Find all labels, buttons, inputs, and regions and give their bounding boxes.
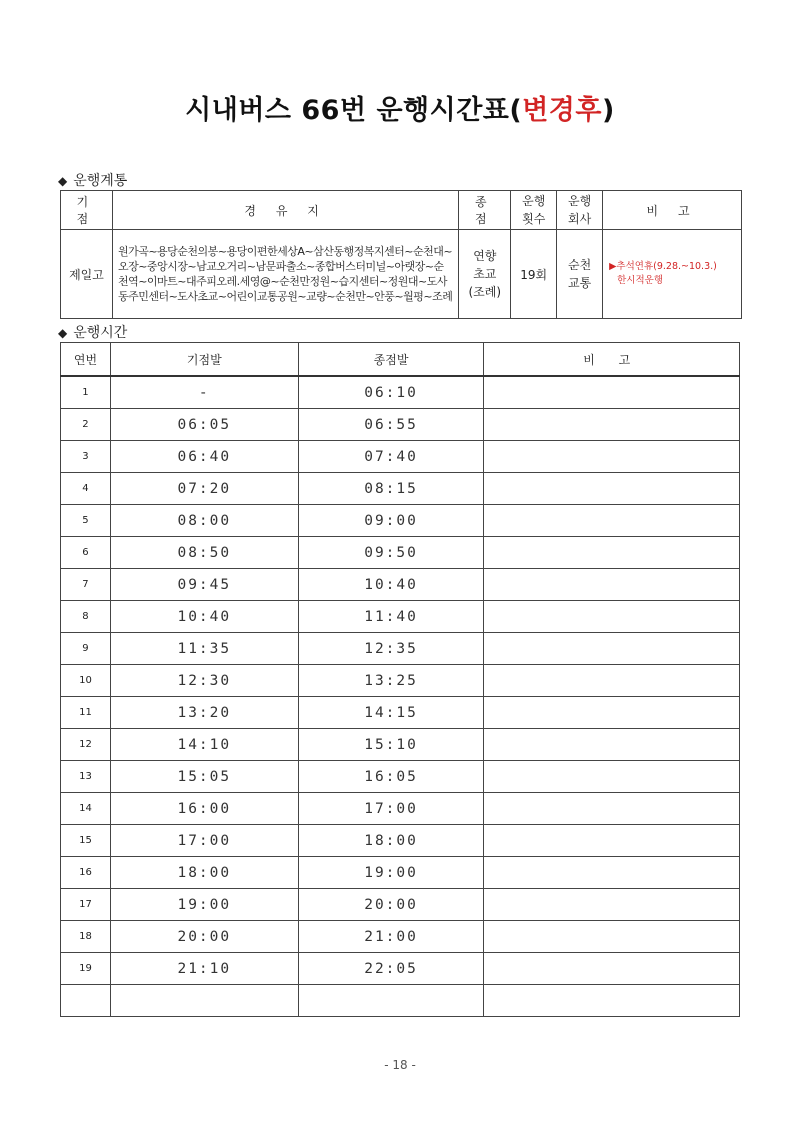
schedule-arrive-cell: 06:10 — [298, 376, 484, 409]
route-end-l2: 초교 — [473, 267, 497, 281]
title-paren-close: ) — [601, 95, 615, 126]
schedule-no-cell: 19 — [61, 953, 111, 985]
schedule-note-cell — [484, 665, 740, 697]
schedule-no-cell: 9 — [61, 633, 111, 665]
schedule-note-cell — [484, 409, 740, 441]
route-header-end: 종 점 — [459, 191, 511, 230]
route-header-trips-l2: 횟수 — [522, 212, 546, 226]
table-row — [61, 921, 740, 953]
table-row — [61, 889, 740, 921]
route-header-trips-l1: 운행 — [522, 194, 546, 208]
route-header-company-l1: 운행 — [568, 194, 592, 208]
table-row — [61, 857, 740, 889]
schedule-no-cell: 18 — [61, 921, 111, 953]
table-row — [61, 793, 740, 825]
route-via: 원가곡~용당순천의봉~용당이편한세상A~삼산동행정복지센터~순천대~오장~중앙시장~남교오거리~남문파출소~종합버스터미널~아랫장~순천역~이마트~대주피오레.세영@~순천만정원~습지센터~정원대~도사동주민센터~도사초교~어린이교통공원~교량~순천만~안풍~월평~조례 — [112, 230, 458, 319]
table-row — [61, 761, 740, 793]
schedule-no-cell: 14 — [61, 793, 111, 825]
schedule-no-cell: 2 — [61, 409, 111, 441]
route-end — [459, 230, 511, 319]
schedule-depart-cell: 09:45 — [110, 569, 298, 601]
schedule-arrive-cell: 14:15 — [298, 697, 484, 729]
schedule-note-cell — [484, 537, 740, 569]
route-note — [603, 230, 742, 319]
table-row — [61, 569, 740, 601]
schedule-depart-cell: 08:50 — [110, 537, 298, 569]
schedule-header-row — [61, 343, 740, 377]
table-row — [61, 409, 740, 441]
schedule-note-cell — [484, 376, 740, 409]
route-header-via: 경 유 지 — [112, 191, 458, 230]
schedule-note-cell — [484, 633, 740, 665]
schedule-depart-cell: - — [110, 376, 298, 409]
schedule-no-cell: 5 — [61, 505, 111, 537]
schedule-table — [60, 342, 740, 1017]
schedule-no-cell: 4 — [61, 473, 111, 505]
diamond-bullet-icon: ◆ — [58, 326, 68, 340]
schedule-note-cell — [484, 569, 740, 601]
table-row — [61, 633, 740, 665]
schedule-arrive-cell: 10:40 — [298, 569, 484, 601]
schedule-no-cell: 15 — [61, 825, 111, 857]
schedule-section-label — [58, 322, 127, 342]
schedule-no-cell: 13 — [61, 761, 111, 793]
schedule-arrive-cell: 06:55 — [298, 409, 484, 441]
route-trips: 19회 — [511, 230, 557, 319]
schedule-note-cell — [484, 953, 740, 985]
schedule-arrive-cell: 15:10 — [298, 729, 484, 761]
schedule-no-cell: 17 — [61, 889, 111, 921]
schedule-no-cell: 6 — [61, 537, 111, 569]
schedule-depart-cell: 10:40 — [110, 601, 298, 633]
route-company — [557, 230, 603, 319]
route-start: 제일고 — [61, 230, 113, 319]
route-header-company — [557, 191, 603, 230]
schedule-header-depart: 기점발 — [110, 343, 298, 377]
schedule-no-cell: 8 — [61, 601, 111, 633]
schedule-depart-cell: 13:20 — [110, 697, 298, 729]
schedule-note-cell — [484, 921, 740, 953]
page-title — [0, 88, 800, 127]
schedule-arrive-cell — [298, 985, 484, 1017]
schedule-depart-cell: 19:00 — [110, 889, 298, 921]
schedule-note-cell — [484, 697, 740, 729]
schedule-depart-cell: 06:05 — [110, 409, 298, 441]
schedule-depart-cell: 07:20 — [110, 473, 298, 505]
route-header-row — [61, 191, 742, 230]
page-number: - 18 - — [384, 1058, 416, 1072]
route-table — [60, 190, 742, 319]
schedule-arrive-cell: 08:15 — [298, 473, 484, 505]
route-company-l1: 순천 — [568, 258, 592, 272]
schedule-depart-cell: 20:00 — [110, 921, 298, 953]
route-company-l2: 교통 — [568, 276, 592, 290]
schedule-depart-cell: 11:35 — [110, 633, 298, 665]
schedule-note-cell — [484, 793, 740, 825]
schedule-depart-cell: 15:05 — [110, 761, 298, 793]
schedule-note-cell — [484, 601, 740, 633]
table-row — [61, 601, 740, 633]
schedule-depart-cell: 06:40 — [110, 441, 298, 473]
schedule-header-note: 비 고 — [484, 343, 740, 377]
route-row — [61, 230, 742, 319]
schedule-depart-cell: 17:00 — [110, 825, 298, 857]
schedule-arrive-cell: 19:00 — [298, 857, 484, 889]
schedule-depart-cell: 21:10 — [110, 953, 298, 985]
table-row — [61, 665, 740, 697]
table-row — [61, 729, 740, 761]
table-row — [61, 825, 740, 857]
table-row — [61, 985, 740, 1017]
table-row — [61, 953, 740, 985]
schedule-arrive-cell: 22:05 — [298, 953, 484, 985]
route-header-start: 기 점 — [61, 191, 113, 230]
diamond-bullet-icon: ◆ — [58, 174, 68, 188]
schedule-no-cell: 16 — [61, 857, 111, 889]
schedule-depart-cell: 12:30 — [110, 665, 298, 697]
route-section-label — [58, 170, 127, 190]
title-paren-open: ( — [509, 95, 523, 126]
title-main: 시내버스 66번 운행시간표 — [185, 95, 510, 126]
table-row — [61, 473, 740, 505]
schedule-depart-cell — [110, 985, 298, 1017]
route-section-text: 운행계통 — [73, 173, 128, 189]
schedule-no-cell: 7 — [61, 569, 111, 601]
table-row — [61, 697, 740, 729]
schedule-no-cell: 3 — [61, 441, 111, 473]
title-highlight: 변경후 — [522, 95, 602, 126]
schedule-note-cell — [484, 473, 740, 505]
schedule-note-cell — [484, 857, 740, 889]
schedule-note-cell — [484, 441, 740, 473]
schedule-no-cell — [61, 985, 111, 1017]
schedule-note-cell — [484, 825, 740, 857]
schedule-arrive-cell: 16:05 — [298, 761, 484, 793]
schedule-note-cell — [484, 985, 740, 1017]
schedule-arrive-cell: 09:50 — [298, 537, 484, 569]
schedule-no-cell: 12 — [61, 729, 111, 761]
table-row — [61, 441, 740, 473]
schedule-header-arrive: 종점발 — [298, 343, 484, 377]
table-row — [61, 537, 740, 569]
schedule-no-cell: 10 — [61, 665, 111, 697]
route-header-trips — [511, 191, 557, 230]
schedule-note-cell — [484, 761, 740, 793]
schedule-depart-cell: 16:00 — [110, 793, 298, 825]
route-note-l1: ▶추석연휴(9.28.~10.3.) — [609, 261, 717, 272]
schedule-note-cell — [484, 889, 740, 921]
schedule-depart-cell: 14:10 — [110, 729, 298, 761]
schedule-section-text: 운행시간 — [73, 325, 128, 341]
schedule-arrive-cell: 09:00 — [298, 505, 484, 537]
route-note-l2: 한시적운행 — [617, 275, 663, 286]
schedule-arrive-cell: 07:40 — [298, 441, 484, 473]
route-end-l1: 연향 — [473, 249, 497, 263]
schedule-no-cell: 11 — [61, 697, 111, 729]
route-header-company-l2: 회사 — [568, 212, 592, 226]
table-row — [61, 505, 740, 537]
table-row — [61, 376, 740, 409]
schedule-note-cell — [484, 505, 740, 537]
schedule-arrive-cell: 17:00 — [298, 793, 484, 825]
schedule-arrive-cell: 13:25 — [298, 665, 484, 697]
schedule-arrive-cell: 20:00 — [298, 889, 484, 921]
route-end-l3: (조례) — [468, 285, 502, 299]
schedule-arrive-cell: 21:00 — [298, 921, 484, 953]
schedule-arrive-cell: 18:00 — [298, 825, 484, 857]
route-header-note: 비 고 — [603, 191, 742, 230]
schedule-depart-cell: 08:00 — [110, 505, 298, 537]
schedule-depart-cell: 18:00 — [110, 857, 298, 889]
schedule-header-no: 연번 — [61, 343, 111, 377]
schedule-arrive-cell: 11:40 — [298, 601, 484, 633]
schedule-note-cell — [484, 729, 740, 761]
schedule-arrive-cell: 12:35 — [298, 633, 484, 665]
schedule-no-cell: 1 — [61, 376, 111, 409]
